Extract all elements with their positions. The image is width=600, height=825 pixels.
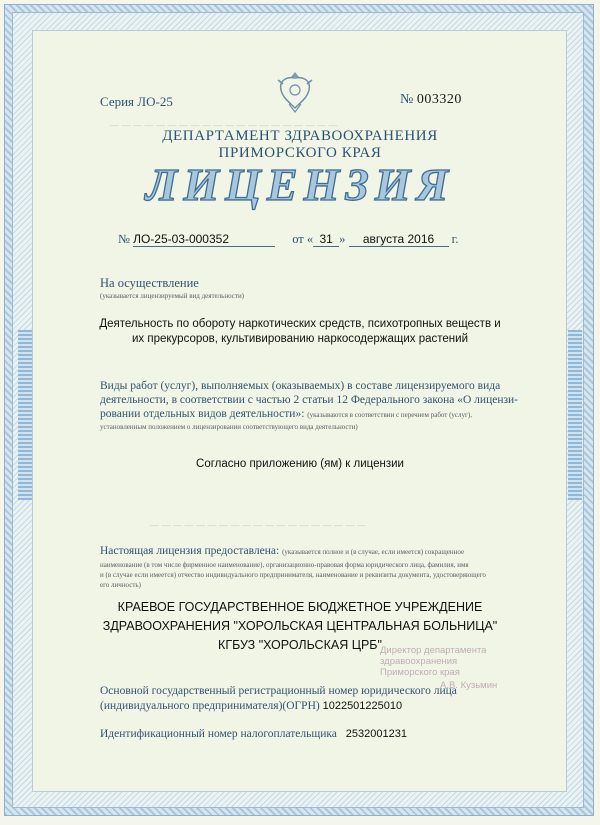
stamp-line3: Приморского края bbox=[380, 667, 460, 678]
coat-of-arms-emblem bbox=[275, 68, 315, 114]
works-hint: установленным положением о лицензировании соответствующего вида деятельности) bbox=[100, 423, 358, 431]
works-value: Согласно приложению (ям) к лицензии bbox=[196, 458, 404, 470]
grantee-hint-line3: и (в случае если имеется) отчество индивидуального предпринимателя, наименование и реквизиты документа, удостоверяющего bbox=[100, 571, 486, 579]
background-faint-text: — — — — — — — — — — — — — — — — — — — — bbox=[110, 120, 338, 130]
grantee-hint-line4: его личность) bbox=[100, 581, 141, 589]
right-side-ornament bbox=[568, 330, 582, 500]
activity-text-line2: их прекурсоров, культивированию наркосодержащих растений bbox=[132, 333, 468, 345]
department-name-line1: ДЕПАРТАМЕНТ ЗДРАВООХРАНЕНИЯ bbox=[162, 128, 438, 144]
works-label-line3: ровании отдельных видов деятельности»: (указываются в соответствии с перечнем работ (услуг), bbox=[100, 408, 472, 420]
activity-label: На осуществление bbox=[100, 276, 199, 290]
activity-text-line1: Деятельность по обороту наркотических средств, психотропных веществ и bbox=[99, 318, 501, 330]
department-name-line2: ПРИМОРСКОГО КРАЯ bbox=[218, 145, 382, 161]
left-side-ornament bbox=[18, 330, 32, 500]
license-month-year: августа 2016 bbox=[349, 232, 449, 247]
stamp-line1: Директор департамента bbox=[380, 645, 487, 656]
inn-label: Идентификационный номер налогоплательщика 2532001231 bbox=[100, 728, 407, 740]
series-label: Серия ЛО-25 bbox=[100, 94, 173, 109]
inn-value: 2532001231 bbox=[345, 728, 407, 740]
ogrn-label-line2: (индивидуального предпринимателя)(ОГРН) 1022501225010 bbox=[100, 700, 403, 712]
grantee-hint-line2: наименование (в том числе фирменное наименование), организационно-правовая форма юридического лица, фамилия, имя bbox=[100, 561, 469, 569]
ogrn-label-line1: Основной государственный регистрационный номер юридического лица bbox=[100, 685, 457, 697]
works-label-line2: деятельности, в соответствии с частью 2 статьи 12 Федерального закона «О лицензи- bbox=[100, 394, 519, 406]
license-day: 31 bbox=[313, 232, 339, 247]
stamp-line2: здравоохранения bbox=[380, 656, 458, 667]
activity-hint: (указывается лицензируемый вид деятельности) bbox=[100, 292, 245, 300]
stamp-signatory: А.В. Кузьмин bbox=[440, 680, 498, 691]
document-title: ЛИЦЕНЗИЯ bbox=[145, 159, 455, 210]
grantee-label: Настоящая лицензия предоставлена: (указывается полное и (в случае, если имеется) сокращенное bbox=[100, 545, 465, 557]
background-faint-text: — — — — — — — — — — — — — — — — — — — bbox=[150, 520, 367, 530]
ogrn-value: 1022501225010 bbox=[322, 700, 403, 712]
organization-name-line2: ЗДРАВООХРАНЕНИЯ "ХОРОЛЬСКАЯ ЦЕНТРАЛЬНАЯ БОЛЬНИЦА" bbox=[102, 619, 498, 633]
works-label-line1: Виды работ (услуг), выполняемых (оказываемых) в составе лицензируемого вида bbox=[100, 380, 501, 392]
license-number-row: № ЛО-25-03-000352 от « 31 » августа 2016 г. bbox=[118, 232, 459, 246]
organization-name-line1: КРАЕВОЕ ГОСУДАРСТВЕННОЕ БЮДЖЕТНОЕ УЧРЕЖДЕНИЕ bbox=[117, 600, 483, 614]
form-number: № 003320 bbox=[400, 92, 462, 107]
license-number: ЛО-25-03-000352 bbox=[133, 232, 275, 247]
organization-short-name: КГБУЗ "ХОРОЛЬСКАЯ ЦРБ" bbox=[218, 638, 382, 652]
